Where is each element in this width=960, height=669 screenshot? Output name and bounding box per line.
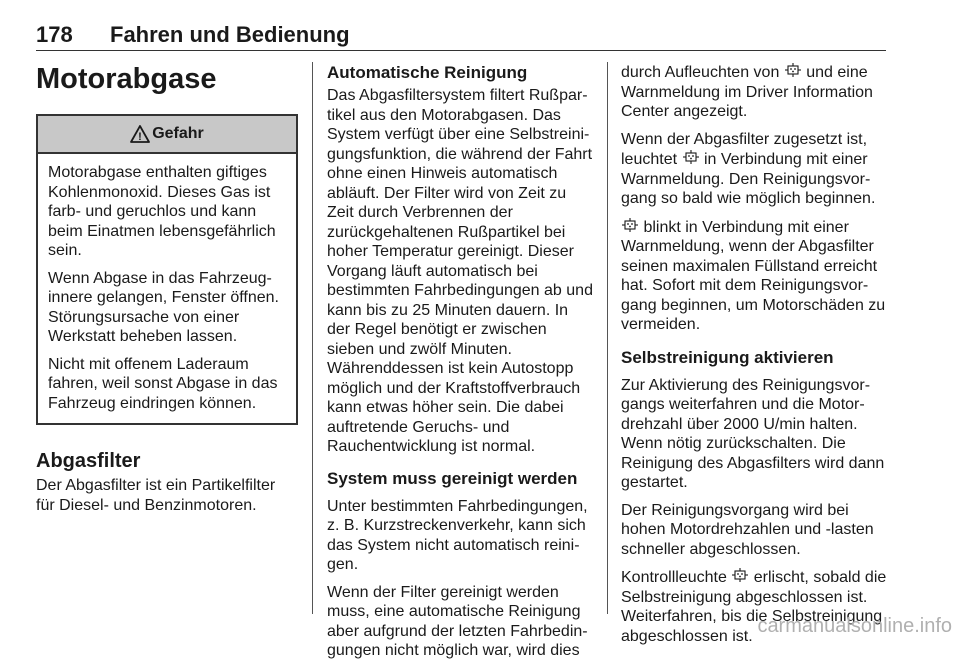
heading-automatische-reinigung: Automatische Reinigung [327,63,528,82]
body-text: Das Abgasfiltersystem filtert Rußpartikel aus den Motorabgasen. Das System verfügt über eine Selbstreinigungsfunktion, die während der Fahrt ohne einen Hinweis automatisch abläuft. Der Filter wird von Zeit zu Zeit durch Verbrennen der zurückgehaltenen Rußpartikel bei hoher Temperatur gereinigt. Dieser Vorgang läuft automatisch bei bestimmten Fahrbedingungen ab und kann bis zu 25 Minuten dauern. In der Regel benötigt er zwischen sieben und zwölf Minuten. Währenddessen ist kein Autostopp möglich und der Kraftstoffverbrauch kann etwas höher sein. Die dabei auftretende Geruchs- und Rauchentwicklung ist normal. [327,87,593,455]
heading-selbstreinigung: Selbstreinigung aktivieren [621,347,834,367]
danger-box-header [38,116,296,154]
column-divider-2 [607,62,608,614]
particle-filter-indicator-icon [732,567,748,583]
text-fragment: blinkt in Verbindung mit einer Warnmeldung, wenn der Abgasfilter seinen maximalen Füllstand erreicht hat. Sofort mit dem Reinigungsvorgang beginnen, um Motorschäden zu vermeiden. [621,218,886,333]
column-2 [327,62,593,669]
body-text: Zur Aktivierung des Reinigungsvorgangs weiterfahren und die Motordrehzahl über 2000 U/min halten. Wenn nötig zurückschalten. Die Reinigung des Abgasfilters wird dann gestartet. [621,376,885,491]
column-1 [36,62,298,523]
body-text: Wenn der Filter gereinigt werden muss, eine automatische Reinigung aber aufgrund der letzten Fahrbedingungen nicht möglich war, wird dies [327,583,588,659]
body-text [621,62,889,122]
body-text: Unter bestimmten Fahrbedingungen, z. B. Kurzstreckenverkehr, kann sich das System nicht automatisch reinigen. [327,497,588,573]
particle-filter-indicator-icon [683,149,699,165]
svg-text:!: ! [138,131,143,143]
body-text: Der Reinigungsvorgang wird bei hohen Motordrehzahlen und -lasten schneller abgeschlossen. [621,501,874,558]
warning-triangle-icon [130,125,150,143]
chapter-title: Motorabgase [36,63,217,95]
text-fragment: durch Aufleuchten von [621,64,780,81]
particle-filter-indicator-icon [785,62,801,78]
danger-paragraph: Motorabgase enthalten giftiges Kohlenmonoxid. Dieses Gas ist farb- und geruchlos und kann beim Einatmen lebensgefährlich sein. [48,164,276,259]
danger-box-body [38,154,296,423]
page-number: 178 [36,22,73,47]
particle-filter-indicator-icon [622,217,638,233]
body-text [621,130,889,209]
text-fragment: erlischt, sobald die Selbstreinigung abgeschlossen ist. Weiterfahren, bis die Selbstreinigung abgeschlossen ist. [621,569,887,645]
header-rule [36,50,886,51]
text-fragment: und eine Warnmeldung im Driver Information Center angezeigt. [621,64,873,120]
danger-paragraph: Wenn Abgase in das Fahrzeuginnere gelangen, Fenster öffnen. Störungsursache von einer Werkstatt beheben lassen. [48,269,279,345]
heading-system-reinigen: System muss gereinigt werden [327,468,578,488]
page-header [36,22,886,52]
column-3 [621,62,889,654]
column-divider-1 [312,62,313,614]
text-fragment: Wenn der Abgasfilter zugesetzt ist, leuchtet [621,130,868,168]
watermark: carmanualsonline.info [757,615,952,637]
section-heading-abgasfilter: Abgasfilter [36,450,141,472]
danger-box [36,114,298,425]
danger-label: Gefahr [152,125,204,143]
danger-paragraph: Nicht mit offenem Laderaum fahren, weil sonst Abgase in das Fahrzeug eindringen können. [48,355,278,412]
section-title: Fahren und Bedienung [110,22,350,47]
body-text [621,217,889,335]
text-fragment: Kontrollleuchte [621,569,727,586]
text-fragment: in Verbindung mit einer Warnmeldung. Den Reinigungsvorgang so bald wie möglich beginnen. [621,151,876,207]
body-text: Der Abgasfilter ist ein Partikelfilter für Diesel- und Benzinmotoren. [36,477,276,514]
